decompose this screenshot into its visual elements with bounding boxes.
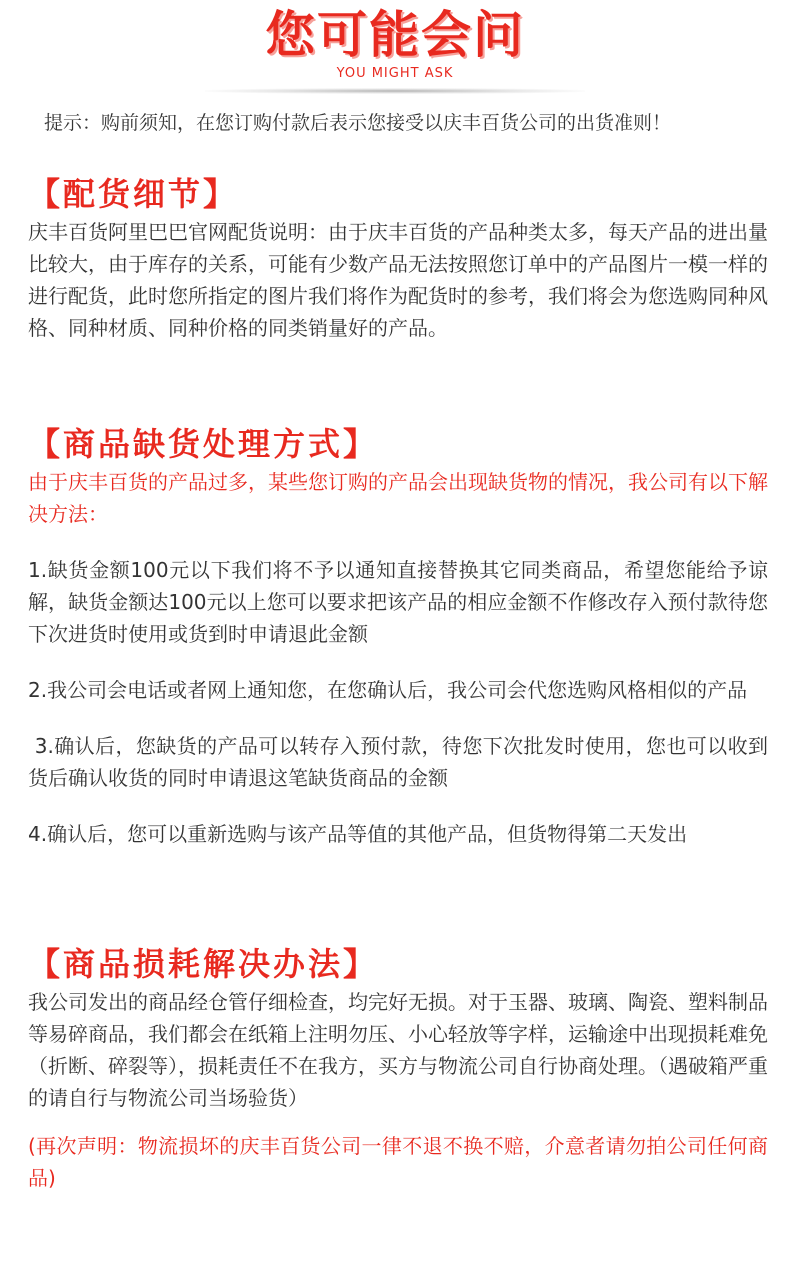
out-of-stock-item-2: 2.我公司会电话或者网上通知您，在您确认后，我公司会代您选购风格相似的产品 [28, 678, 748, 702]
out-of-stock-item-4: 4.确认后，您可以重新选购与该产品等值的其他产品，但货物得第二天发出 [28, 822, 688, 846]
section-heading-out-of-stock: 【商品缺货处理方式】 [28, 425, 379, 463]
section-delivery-details [28, 172, 768, 344]
damage-disclaimer: (再次声明：物流损坏的庆丰百货公司一律不退不换不赔，介意者请勿拍公司任何商品) [28, 1134, 768, 1190]
out-of-stock-intro: 由于庆丰百货的产品过多，某些您订购的产品会出现缺货物的情况，我公司有以下解决方法： [28, 470, 768, 526]
page-title: 您可能会问 [265, 6, 525, 64]
section-heading-damage-handling: 【商品损耗解决办法】 [28, 945, 379, 983]
out-of-stock-item-1: 1.缺货金额100元以下我们将不予以通知直接替换其它同类商品，希望您能给予谅解，缺货金额达100元以上您可以要求把该产品的相应金额不作修改存入预付款待您下次进货时使用或货到时申请退此金额 [28, 558, 768, 646]
section-out-of-stock [28, 422, 768, 850]
page-header [0, 0, 790, 100]
out-of-stock-item-3: 3.确认后，您缺货的产品可以转存入预付款，待您下次批发时使用，您也可以收到货后确认收货的同时申请退这笔缺货商品的金额 [28, 734, 768, 790]
damage-handling-text: 我公司发出的商品经仓管仔细检查，均完好无损。对于玉器、玻璃、陶瓷、塑料制品等易碎商品，我们都会在纸箱上注明勿压、小心轻放等字样，运输途中出现损耗难免（折断、碎裂等），损耗责任不在我方，买方与物流公司自行协商处理。（遇破箱严重的请自行与物流公司当场验货） [28, 990, 768, 1110]
section-damage-handling [28, 942, 768, 1194]
delivery-details-text: 庆丰百货阿里巴巴官网配货说明：由于庆丰百货的产品种类太多，每天产品的进出量比较大，由于库存的关系，可能有少数产品无法按照您订单中的产品图片一模一样的进行配货，此时您所指定的图片我们将作为配货时的参考，我们将会为您选购同种风格、同种材质、同种价格的同类销量好的产品。 [28, 220, 768, 340]
header-divider [205, 88, 585, 94]
section-heading-delivery-details: 【配货细节】 [28, 175, 239, 213]
page-subtitle: YOU MIGHT ASK [336, 66, 454, 81]
purchase-notice: 提示：购前须知，在您订购付款后表示您接受以庆丰百货公司的出货准则！ [44, 112, 672, 134]
